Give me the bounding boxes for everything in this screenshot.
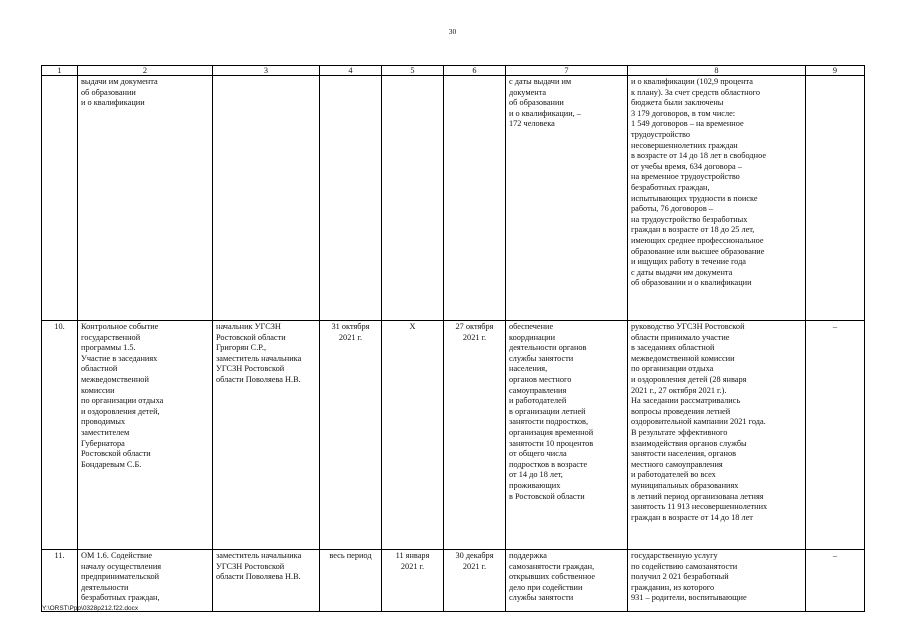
cell-line: Григорян С.Р., xyxy=(216,343,267,353)
cell-line: проживающих xyxy=(509,480,561,490)
cell-line: на трудоустройство безработных xyxy=(631,214,748,224)
cell-line: об образовании xyxy=(81,87,136,97)
cell-line: 1 549 договоров – на временное xyxy=(631,119,744,129)
start-date-cell xyxy=(320,550,382,612)
progress-cell xyxy=(628,550,806,612)
cell-line: вопросы проведения летней xyxy=(631,406,731,416)
cell-line: области принимало участие xyxy=(631,332,730,342)
cell-line: получил 2 021 безработный xyxy=(631,572,729,582)
plan-end-cell xyxy=(382,76,444,321)
cell-line: трудоустройство xyxy=(631,129,691,139)
cell-line: На заседании рассматривались xyxy=(631,396,741,406)
cell-line: и оздоровления детей (28 января xyxy=(631,374,747,384)
cell-line: Бондаревым С.Б. xyxy=(81,459,142,469)
event-name-cell xyxy=(78,76,213,321)
cell-line: от общего числа xyxy=(509,449,567,459)
col-header: 1 xyxy=(42,66,78,76)
cell-line: проводимых xyxy=(81,417,126,427)
cell-line: по организации отдыха xyxy=(631,364,714,374)
col-header: 6 xyxy=(444,66,506,76)
cell-line: заместителем xyxy=(81,427,130,437)
cell-line: в летний период организована летняя xyxy=(631,491,764,501)
col-header: 5 xyxy=(382,66,444,76)
cell-line: выдачи им документа xyxy=(81,77,158,86)
result-cell xyxy=(506,321,628,550)
cell-line: занятость 11 913 несовершеннолетних xyxy=(631,502,768,512)
cell-line: и работодателей во всех xyxy=(631,470,716,480)
responsible-cell xyxy=(213,550,320,612)
cell-line: Ростовской области xyxy=(81,449,151,459)
cell-line: деятельности органов xyxy=(509,343,587,353)
responsible-cell xyxy=(213,76,320,321)
row-number-cell: 10. xyxy=(42,321,78,550)
cell-line: самоуправления xyxy=(509,385,567,395)
cell-line: области Поволяева Н.В. xyxy=(216,572,301,582)
program-table xyxy=(41,65,865,612)
cell-line: комиссии xyxy=(81,385,115,395)
cell-line: в организации летней xyxy=(509,406,586,416)
col-header: 9 xyxy=(806,66,865,76)
result-cell xyxy=(506,550,628,612)
cell-line: заместитель начальника xyxy=(216,551,302,560)
cell-line: в заседаниях областной xyxy=(631,343,715,353)
cell-line: 30 декабря xyxy=(455,551,494,560)
cell-line: областной xyxy=(81,364,118,374)
page-number: 30 xyxy=(448,27,457,36)
responsible-cell xyxy=(213,321,320,550)
cell-line: и о квалификации (102,9 процента xyxy=(631,77,753,86)
note-cell xyxy=(806,550,865,612)
cell-line: предпринимательской xyxy=(81,572,160,582)
cell-line: организация временной xyxy=(509,427,594,437)
cell-line: Ростовской области xyxy=(216,332,286,342)
cell-line: бюджета были заключены xyxy=(631,98,724,108)
cell-line: службы занятости xyxy=(509,353,574,363)
cell-line: подростков в возрасте xyxy=(509,459,588,469)
cell-line: 2021 г. xyxy=(462,332,487,342)
col-header: 4 xyxy=(320,66,382,76)
fact-end-cell xyxy=(444,76,506,321)
cell-line: и ищущих работу в течение года xyxy=(631,257,746,267)
cell-line: Участие в заседаниях xyxy=(81,353,158,363)
cell-line: руководство УГСЗН Ростовской xyxy=(631,322,745,331)
column-number-row xyxy=(42,66,865,76)
result-cell xyxy=(506,76,628,321)
cell-line: безработных граждан, xyxy=(631,182,710,192)
cell-line: 11 января xyxy=(395,551,430,560)
table-row xyxy=(42,321,865,550)
cell-line: образование или высшее образование xyxy=(631,246,765,256)
cell-line: поддержка xyxy=(509,551,547,560)
cell-line: от учебы время, 634 договора – xyxy=(631,161,742,171)
cell-line: – xyxy=(832,322,838,331)
cell-line: 27 октября xyxy=(455,322,494,331)
cell-line: имеющих среднее профессиональное xyxy=(631,235,764,245)
event-name-cell xyxy=(78,550,213,612)
cell-line: координации xyxy=(509,332,556,342)
progress-cell xyxy=(628,76,806,321)
cell-line: об образовании и о квалификации xyxy=(631,278,752,288)
event-name-cell xyxy=(78,321,213,550)
cell-line: 2021 г. xyxy=(338,332,363,342)
cell-line: граждан в возрасте от 14 до 18 лет xyxy=(631,512,753,522)
table-row xyxy=(42,550,865,612)
cell-line: обеспечение xyxy=(509,322,554,331)
col-header: 7 xyxy=(506,66,628,76)
cell-line: и о квалификации, – xyxy=(509,108,581,118)
cell-line: УГСЗН Ростовской xyxy=(216,561,285,571)
cell-line: началу осуществления xyxy=(81,561,162,571)
fact-end-cell xyxy=(444,550,506,612)
cell-line: начальник УГСЗН xyxy=(216,322,281,331)
cell-line: деятельности xyxy=(81,582,129,592)
cell-line: и о квалификации xyxy=(81,98,145,108)
cell-line: государственной xyxy=(81,332,141,342)
fact-end-cell xyxy=(444,321,506,550)
cell-line: дело при содействии xyxy=(509,582,583,592)
cell-line: 2021 г. xyxy=(400,561,425,571)
plan-end-cell xyxy=(382,321,444,550)
col-header: 8 xyxy=(628,66,806,76)
cell-line: программы 1.5. xyxy=(81,343,136,353)
col-header: 2 xyxy=(78,66,213,76)
cell-line: документа xyxy=(509,87,547,97)
note-cell xyxy=(806,76,865,321)
file-path-footer: Y:\ORST\Ppo\0328p212.f22.docx xyxy=(42,605,139,612)
cell-line: 172 человека xyxy=(509,119,555,129)
cell-line: занятости подростков, xyxy=(509,417,589,427)
cell-line: 2021 г. xyxy=(462,561,487,571)
row-number-cell: 11. xyxy=(42,550,78,612)
cell-line: работы, 76 договоров – xyxy=(631,204,713,214)
cell-line: Губернатора xyxy=(81,438,125,448)
cell-line: 931 – родители, воспитывающие xyxy=(631,593,747,603)
cell-line: гражданин, из которого xyxy=(631,582,715,592)
cell-line: Контрольное событие xyxy=(81,322,159,331)
cell-line: – xyxy=(832,551,838,560)
cell-line: местного самоуправления xyxy=(631,459,723,469)
progress-cell xyxy=(628,321,806,550)
cell-line: муниципальных образованиях xyxy=(631,480,739,490)
cell-line: безработных граждан, xyxy=(81,593,160,603)
cell-line: межведомственной xyxy=(81,374,149,384)
cell-line: заместитель начальника xyxy=(216,353,302,363)
cell-line: с даты выдачи им документа xyxy=(631,267,733,277)
cell-line: граждан в возрасте от 18 до 25 лет, xyxy=(631,225,755,235)
start-date-cell xyxy=(320,76,382,321)
cell-line: по содействию самозанятости xyxy=(631,561,738,571)
cell-line: УГСЗН Ростовской xyxy=(216,364,285,374)
cell-line: взаимодействия органов службы xyxy=(631,438,747,448)
cell-line: государственную услугу xyxy=(631,551,718,560)
cell-line: к плану). За счет средств областного xyxy=(631,87,761,97)
cell-line: службы занятости xyxy=(509,593,574,603)
cell-line: испытывающих трудности в поиске xyxy=(631,193,758,203)
cell-line: и оздоровления детей, xyxy=(81,406,160,416)
cell-line: и работодателей xyxy=(509,396,567,406)
note-cell xyxy=(806,321,865,550)
cell-line: В результате эффективного xyxy=(631,427,728,437)
table-row xyxy=(42,76,865,321)
start-date-cell xyxy=(320,321,382,550)
cell-line: в возрасте от 14 до 18 лет в свободное xyxy=(631,151,767,161)
col-header: 3 xyxy=(213,66,320,76)
cell-line: органов местного xyxy=(509,374,572,384)
cell-line: открывших собственное xyxy=(509,572,596,582)
cell-line: с даты выдачи им xyxy=(509,77,572,86)
cell-line: занятости 10 процентов xyxy=(509,438,594,448)
cell-line: ОМ 1.6. Содействие xyxy=(81,551,153,560)
cell-line: населения, xyxy=(509,364,548,374)
cell-line: на временное трудоустройство xyxy=(631,172,740,182)
cell-line: области Поволяева Н.В. xyxy=(216,374,301,384)
row-number-cell xyxy=(42,76,78,321)
cell-line: по организации отдыха xyxy=(81,396,164,406)
cell-line: весь период xyxy=(329,551,372,560)
cell-line: об образовании xyxy=(509,98,564,108)
cell-line: 3 179 договоров, в том числе: xyxy=(631,108,736,118)
cell-line: оздоровительной кампании 2021 года. xyxy=(631,417,766,427)
cell-line: самозанятости граждан, xyxy=(509,561,595,571)
cell-line: занятости населения, органов xyxy=(631,449,737,459)
cell-line: от 14 до 18 лет, xyxy=(509,470,563,480)
cell-line: 2021 г., 27 октября 2021 г.). xyxy=(631,385,727,395)
cell-line: Х xyxy=(409,322,416,331)
cell-line: несовершеннолетних граждан xyxy=(631,140,738,150)
cell-line: 31 октября xyxy=(331,322,370,331)
cell-line: в Ростовской области xyxy=(509,491,585,501)
cell-line: межведомственной комиссии xyxy=(631,353,735,363)
plan-end-cell xyxy=(382,550,444,612)
